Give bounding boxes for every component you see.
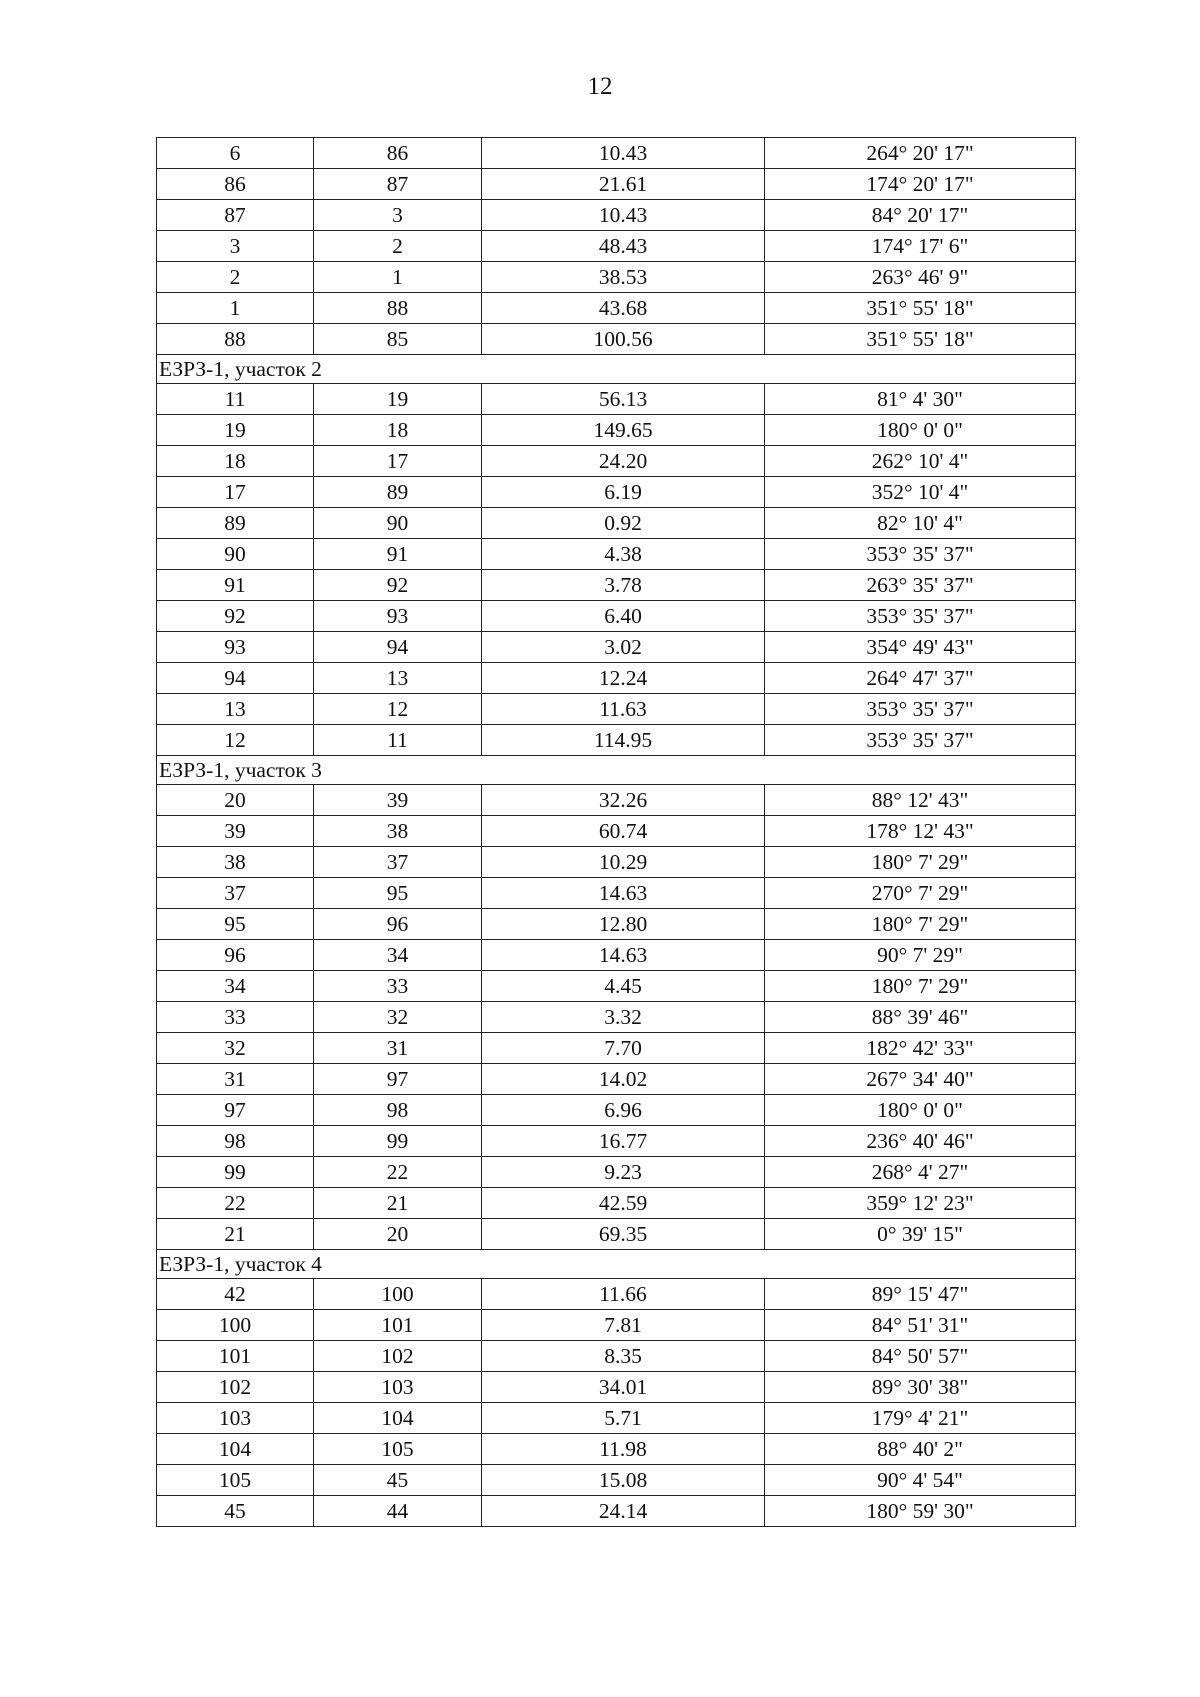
- length-cell: 32.26: [482, 785, 765, 816]
- table-row: [157, 262, 1076, 293]
- point-to-cell: 33: [314, 971, 482, 1002]
- point-from-cell: 3: [157, 231, 314, 262]
- point-to-cell: 96: [314, 909, 482, 940]
- point-from-cell: 31: [157, 1064, 314, 1095]
- point-from-cell: 102: [157, 1372, 314, 1403]
- length-cell: 56.13: [482, 384, 765, 415]
- point-from-cell: 92: [157, 601, 314, 632]
- direction-angle-cell: 180° 0' 0": [765, 415, 1076, 446]
- table-row: [157, 1341, 1076, 1372]
- direction-angle-cell: 88° 12' 43": [765, 785, 1076, 816]
- point-from-cell: 98: [157, 1126, 314, 1157]
- point-to-cell: 98: [314, 1095, 482, 1126]
- length-cell: 14.02: [482, 1064, 765, 1095]
- length-cell: 3.32: [482, 1002, 765, 1033]
- table-row: [157, 1064, 1076, 1095]
- length-cell: 7.70: [482, 1033, 765, 1064]
- point-from-cell: 11: [157, 384, 314, 415]
- length-cell: 10.43: [482, 200, 765, 231]
- section-header-row: [157, 756, 1076, 785]
- table-row: [157, 694, 1076, 725]
- length-cell: 12.24: [482, 663, 765, 694]
- point-to-cell: 19: [314, 384, 482, 415]
- point-from-cell: 32: [157, 1033, 314, 1064]
- direction-angle-cell: 179° 4' 21": [765, 1403, 1076, 1434]
- point-from-cell: 90: [157, 539, 314, 570]
- point-from-cell: 12: [157, 725, 314, 756]
- point-to-cell: 95: [314, 878, 482, 909]
- direction-angle-cell: 180° 0' 0": [765, 1095, 1076, 1126]
- direction-angle-cell: 174° 20' 17": [765, 169, 1076, 200]
- point-to-cell: 34: [314, 940, 482, 971]
- length-cell: 43.68: [482, 293, 765, 324]
- length-cell: 5.71: [482, 1403, 765, 1434]
- point-to-cell: 87: [314, 169, 482, 200]
- table-row: [157, 1496, 1076, 1527]
- point-from-cell: 22: [157, 1188, 314, 1219]
- point-from-cell: 94: [157, 663, 314, 694]
- length-cell: 3.02: [482, 632, 765, 663]
- page-number: 12: [587, 73, 613, 100]
- direction-angle-cell: 89° 15' 47": [765, 1279, 1076, 1310]
- point-to-cell: 45: [314, 1465, 482, 1496]
- table-row: [157, 1465, 1076, 1496]
- length-cell: 10.43: [482, 138, 765, 169]
- direction-angle-cell: 236° 40' 46": [765, 1126, 1076, 1157]
- point-to-cell: 12: [314, 694, 482, 725]
- table-row: [157, 384, 1076, 415]
- direction-angle-cell: 353° 35' 37": [765, 725, 1076, 756]
- direction-angle-cell: 351° 55' 18": [765, 293, 1076, 324]
- point-to-cell: 85: [314, 324, 482, 355]
- direction-angle-cell: 182° 42' 33": [765, 1033, 1076, 1064]
- point-from-cell: 2: [157, 262, 314, 293]
- length-cell: 48.43: [482, 231, 765, 262]
- direction-angle-cell: 263° 46' 9": [765, 262, 1076, 293]
- length-cell: 21.61: [482, 169, 765, 200]
- table-row: [157, 169, 1076, 200]
- point-from-cell: 20: [157, 785, 314, 816]
- table-row: [157, 1434, 1076, 1465]
- point-to-cell: 92: [314, 570, 482, 601]
- point-from-cell: 97: [157, 1095, 314, 1126]
- length-cell: 7.81: [482, 1310, 765, 1341]
- direction-angle-cell: 353° 35' 37": [765, 539, 1076, 570]
- table-row: [157, 231, 1076, 262]
- table-row: [157, 293, 1076, 324]
- section-title: ЕЗРЗ-1, участок 2: [157, 355, 1076, 384]
- length-cell: 16.77: [482, 1126, 765, 1157]
- point-from-cell: 104: [157, 1434, 314, 1465]
- direction-angle-cell: 264° 47' 37": [765, 663, 1076, 694]
- point-to-cell: 89: [314, 477, 482, 508]
- length-cell: 10.29: [482, 847, 765, 878]
- point-to-cell: 17: [314, 446, 482, 477]
- point-to-cell: 37: [314, 847, 482, 878]
- table-row: [157, 725, 1076, 756]
- point-to-cell: 100: [314, 1279, 482, 1310]
- direction-angle-cell: 90° 4' 54": [765, 1465, 1076, 1496]
- point-to-cell: 105: [314, 1434, 482, 1465]
- point-to-cell: 102: [314, 1341, 482, 1372]
- table-row: [157, 1095, 1076, 1126]
- length-cell: 8.35: [482, 1341, 765, 1372]
- table-row: [157, 847, 1076, 878]
- direction-angle-cell: 264° 20' 17": [765, 138, 1076, 169]
- direction-angle-cell: 178° 12' 43": [765, 816, 1076, 847]
- length-cell: 3.78: [482, 570, 765, 601]
- direction-angle-cell: 353° 35' 37": [765, 694, 1076, 725]
- point-from-cell: 42: [157, 1279, 314, 1310]
- point-to-cell: 1: [314, 262, 482, 293]
- point-to-cell: 91: [314, 539, 482, 570]
- point-to-cell: 38: [314, 816, 482, 847]
- point-to-cell: 39: [314, 785, 482, 816]
- table-row: [157, 1188, 1076, 1219]
- length-cell: 4.38: [482, 539, 765, 570]
- length-cell: 38.53: [482, 262, 765, 293]
- point-from-cell: 86: [157, 169, 314, 200]
- point-from-cell: 87: [157, 200, 314, 231]
- point-to-cell: 32: [314, 1002, 482, 1033]
- length-cell: 34.01: [482, 1372, 765, 1403]
- point-to-cell: 21: [314, 1188, 482, 1219]
- point-to-cell: 2: [314, 231, 482, 262]
- point-to-cell: 97: [314, 1064, 482, 1095]
- point-to-cell: 31: [314, 1033, 482, 1064]
- point-to-cell: 94: [314, 632, 482, 663]
- length-cell: 15.08: [482, 1465, 765, 1496]
- section-title: ЕЗРЗ-1, участок 4: [157, 1250, 1076, 1279]
- point-to-cell: 90: [314, 508, 482, 539]
- direction-angle-cell: 174° 17' 6": [765, 231, 1076, 262]
- direction-angle-cell: 180° 7' 29": [765, 847, 1076, 878]
- length-cell: 69.35: [482, 1219, 765, 1250]
- point-from-cell: 89: [157, 508, 314, 539]
- length-cell: 11.98: [482, 1434, 765, 1465]
- table-row: [157, 539, 1076, 570]
- length-cell: 114.95: [482, 725, 765, 756]
- table-row: [157, 1126, 1076, 1157]
- point-to-cell: 22: [314, 1157, 482, 1188]
- table-row: [157, 601, 1076, 632]
- point-to-cell: 11: [314, 725, 482, 756]
- point-from-cell: 103: [157, 1403, 314, 1434]
- table-row: [157, 663, 1076, 694]
- point-to-cell: 99: [314, 1126, 482, 1157]
- point-from-cell: 88: [157, 324, 314, 355]
- length-cell: 12.80: [482, 909, 765, 940]
- table-row: [157, 324, 1076, 355]
- direction-angle-cell: 262° 10' 4": [765, 446, 1076, 477]
- direction-angle-cell: 353° 35' 37": [765, 601, 1076, 632]
- table-row: [157, 632, 1076, 663]
- table-row: [157, 200, 1076, 231]
- length-cell: 11.66: [482, 1279, 765, 1310]
- direction-angle-cell: 84° 51' 31": [765, 1310, 1076, 1341]
- length-cell: 60.74: [482, 816, 765, 847]
- point-to-cell: 18: [314, 415, 482, 446]
- table-row: [157, 477, 1076, 508]
- table-row: [157, 508, 1076, 539]
- length-cell: 24.20: [482, 446, 765, 477]
- length-cell: 6.19: [482, 477, 765, 508]
- direction-angle-cell: 354° 49' 43": [765, 632, 1076, 663]
- direction-angle-cell: 81° 4' 30": [765, 384, 1076, 415]
- section-header-row: [157, 1250, 1076, 1279]
- section-title: ЕЗРЗ-1, участок 3: [157, 756, 1076, 785]
- table-row: [157, 1403, 1076, 1434]
- table-row: [157, 1033, 1076, 1064]
- direction-angle-cell: 359° 12' 23": [765, 1188, 1076, 1219]
- length-cell: 14.63: [482, 878, 765, 909]
- section-header-row: [157, 355, 1076, 384]
- direction-angle-cell: 268° 4' 27": [765, 1157, 1076, 1188]
- table-row: [157, 816, 1076, 847]
- table-row: [157, 1157, 1076, 1188]
- direction-angle-cell: 180° 7' 29": [765, 971, 1076, 1002]
- point-from-cell: 13: [157, 694, 314, 725]
- point-from-cell: 19: [157, 415, 314, 446]
- length-cell: 9.23: [482, 1157, 765, 1188]
- table-row: [157, 415, 1076, 446]
- length-cell: 100.56: [482, 324, 765, 355]
- table-row: [157, 1372, 1076, 1403]
- table-row: [157, 1002, 1076, 1033]
- length-cell: 6.96: [482, 1095, 765, 1126]
- table-row: [157, 446, 1076, 477]
- point-to-cell: 103: [314, 1372, 482, 1403]
- table-row: [157, 138, 1076, 169]
- point-from-cell: 18: [157, 446, 314, 477]
- point-to-cell: 44: [314, 1496, 482, 1527]
- direction-angle-cell: 180° 59' 30": [765, 1496, 1076, 1527]
- direction-angle-cell: 90° 7' 29": [765, 940, 1076, 971]
- table-row: [157, 570, 1076, 601]
- length-cell: 149.65: [482, 415, 765, 446]
- length-cell: 24.14: [482, 1496, 765, 1527]
- point-from-cell: 93: [157, 632, 314, 663]
- point-from-cell: 99: [157, 1157, 314, 1188]
- length-cell: 42.59: [482, 1188, 765, 1219]
- direction-angle-cell: 267° 34' 40": [765, 1064, 1076, 1095]
- table-row: [157, 909, 1076, 940]
- length-cell: 14.63: [482, 940, 765, 971]
- table-row: [157, 971, 1076, 1002]
- point-to-cell: 88: [314, 293, 482, 324]
- point-from-cell: 105: [157, 1465, 314, 1496]
- point-to-cell: 3: [314, 200, 482, 231]
- point-from-cell: 101: [157, 1341, 314, 1372]
- table-row: [157, 785, 1076, 816]
- point-from-cell: 38: [157, 847, 314, 878]
- table-row: [157, 1279, 1076, 1310]
- table-row: [157, 940, 1076, 971]
- point-from-cell: 34: [157, 971, 314, 1002]
- point-from-cell: 21: [157, 1219, 314, 1250]
- point-to-cell: 86: [314, 138, 482, 169]
- boundary-coordinates-table: [156, 137, 1076, 1527]
- direction-angle-cell: 84° 20' 17": [765, 200, 1076, 231]
- direction-angle-cell: 180° 7' 29": [765, 909, 1076, 940]
- direction-angle-cell: 88° 39' 46": [765, 1002, 1076, 1033]
- direction-angle-cell: 0° 39' 15": [765, 1219, 1076, 1250]
- table-body: [157, 138, 1076, 1527]
- length-cell: 11.63: [482, 694, 765, 725]
- point-from-cell: 37: [157, 878, 314, 909]
- point-to-cell: 13: [314, 663, 482, 694]
- direction-angle-cell: 351° 55' 18": [765, 324, 1076, 355]
- direction-angle-cell: 82° 10' 4": [765, 508, 1076, 539]
- direction-angle-cell: 270° 7' 29": [765, 878, 1076, 909]
- point-from-cell: 39: [157, 816, 314, 847]
- point-to-cell: 104: [314, 1403, 482, 1434]
- direction-angle-cell: 263° 35' 37": [765, 570, 1076, 601]
- table-row: [157, 1310, 1076, 1341]
- length-cell: 4.45: [482, 971, 765, 1002]
- point-to-cell: 101: [314, 1310, 482, 1341]
- point-from-cell: 17: [157, 477, 314, 508]
- point-from-cell: 95: [157, 909, 314, 940]
- point-from-cell: 1: [157, 293, 314, 324]
- point-from-cell: 96: [157, 940, 314, 971]
- point-from-cell: 45: [157, 1496, 314, 1527]
- point-from-cell: 91: [157, 570, 314, 601]
- table-row: [157, 1219, 1076, 1250]
- length-cell: 6.40: [482, 601, 765, 632]
- point-from-cell: 6: [157, 138, 314, 169]
- direction-angle-cell: 352° 10' 4": [765, 477, 1076, 508]
- direction-angle-cell: 88° 40' 2": [765, 1434, 1076, 1465]
- point-from-cell: 33: [157, 1002, 314, 1033]
- table-row: [157, 878, 1076, 909]
- point-to-cell: 93: [314, 601, 482, 632]
- length-cell: 0.92: [482, 508, 765, 539]
- point-to-cell: 20: [314, 1219, 482, 1250]
- direction-angle-cell: 84° 50' 57": [765, 1341, 1076, 1372]
- point-from-cell: 100: [157, 1310, 314, 1341]
- direction-angle-cell: 89° 30' 38": [765, 1372, 1076, 1403]
